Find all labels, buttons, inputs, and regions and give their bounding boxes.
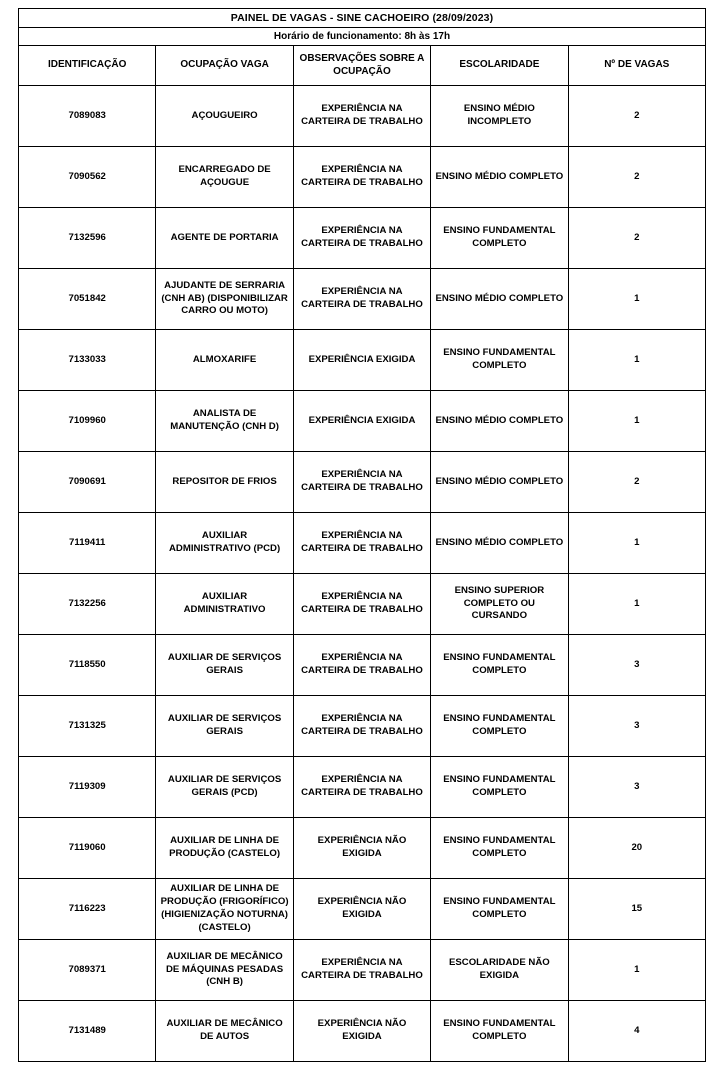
cell-vagas: 1 — [568, 391, 705, 452]
cell-vagas: 2 — [568, 147, 705, 208]
column-header-identificacao: IDENTIFICAÇÃO — [19, 46, 156, 86]
column-header-observacoes: OBSERVAÇÕES SOBRE A OCUPAÇÃO — [293, 46, 430, 86]
cell-observacoes: EXPERIÊNCIA NÃO EXIGIDA — [293, 1001, 430, 1062]
table-row — [19, 391, 706, 452]
cell-escolaridade: ESCOLARIDADE NÃO EXIGIDA — [431, 940, 568, 1001]
cell-ocupacao: AUXILIAR DE LINHA DE PRODUÇÃO (CASTELO) — [156, 818, 293, 879]
table-row — [19, 635, 706, 696]
cell-identificacao: 7131489 — [19, 1001, 156, 1062]
cell-ocupacao: AÇOUGUEIRO — [156, 86, 293, 147]
cell-identificacao: 7119060 — [19, 818, 156, 879]
cell-vagas: 20 — [568, 818, 705, 879]
cell-escolaridade: ENSINO MÉDIO COMPLETO — [431, 269, 568, 330]
cell-ocupacao: REPOSITOR DE FRIOS — [156, 452, 293, 513]
vacancies-table — [18, 8, 706, 1062]
cell-identificacao: 7119309 — [19, 757, 156, 818]
cell-ocupacao: AUXILIAR ADMINISTRATIVO — [156, 574, 293, 635]
cell-escolaridade: ENSINO FUNDAMENTAL COMPLETO — [431, 696, 568, 757]
table-row — [19, 452, 706, 513]
cell-escolaridade: ENSINO MÉDIO INCOMPLETO — [431, 86, 568, 147]
cell-identificacao: 7089083 — [19, 86, 156, 147]
table-row — [19, 757, 706, 818]
table-row — [19, 86, 706, 147]
cell-identificacao: 7118550 — [19, 635, 156, 696]
cell-ocupacao: ANALISTA DE MANUTENÇÃO (CNH D) — [156, 391, 293, 452]
cell-identificacao: 7132596 — [19, 208, 156, 269]
table-row — [19, 879, 706, 940]
cell-observacoes: EXPERIÊNCIA NA CARTEIRA DE TRABALHO — [293, 757, 430, 818]
cell-identificacao: 7109960 — [19, 391, 156, 452]
cell-identificacao: 7089371 — [19, 940, 156, 1001]
cell-ocupacao: AGENTE DE PORTARIA — [156, 208, 293, 269]
table-row — [19, 940, 706, 1001]
cell-vagas: 15 — [568, 879, 705, 940]
cell-ocupacao: ENCARREGADO DE AÇOUGUE — [156, 147, 293, 208]
cell-identificacao: 7051842 — [19, 269, 156, 330]
cell-escolaridade: ENSINO MÉDIO COMPLETO — [431, 452, 568, 513]
document-title: PAINEL DE VAGAS - SINE CACHOEIRO (28/09/2023) — [19, 9, 706, 28]
cell-identificacao: 7132256 — [19, 574, 156, 635]
cell-observacoes: EXPERIÊNCIA NA CARTEIRA DE TRABALHO — [293, 940, 430, 1001]
cell-ocupacao: AJUDANTE DE SERRARIA (CNH AB) (DISPONIBILIZAR CARRO OU MOTO) — [156, 269, 293, 330]
table-row — [19, 574, 706, 635]
cell-observacoes: EXPERIÊNCIA NA CARTEIRA DE TRABALHO — [293, 452, 430, 513]
cell-observacoes: EXPERIÊNCIA NA CARTEIRA DE TRABALHO — [293, 696, 430, 757]
cell-vagas: 1 — [568, 513, 705, 574]
cell-observacoes: EXPERIÊNCIA NA CARTEIRA DE TRABALHO — [293, 635, 430, 696]
column-header-ocupacao: OCUPAÇÃO VAGA — [156, 46, 293, 86]
cell-identificacao: 7119411 — [19, 513, 156, 574]
table-subtitle-row — [19, 28, 706, 46]
cell-identificacao: 7090562 — [19, 147, 156, 208]
cell-ocupacao: AUXILIAR ADMINISTRATIVO (PCD) — [156, 513, 293, 574]
table-row — [19, 147, 706, 208]
cell-escolaridade: ENSINO FUNDAMENTAL COMPLETO — [431, 330, 568, 391]
cell-observacoes: EXPERIÊNCIA NA CARTEIRA DE TRABALHO — [293, 208, 430, 269]
cell-observacoes: EXPERIÊNCIA NA CARTEIRA DE TRABALHO — [293, 269, 430, 330]
table-header-row — [19, 46, 706, 86]
document-subtitle: Horário de funcionamento: 8h às 17h — [19, 28, 706, 46]
cell-vagas: 1 — [568, 269, 705, 330]
cell-observacoes: EXPERIÊNCIA NA CARTEIRA DE TRABALHO — [293, 574, 430, 635]
cell-escolaridade: ENSINO SUPERIOR COMPLETO OU CURSANDO — [431, 574, 568, 635]
cell-vagas: 3 — [568, 635, 705, 696]
cell-escolaridade: ENSINO FUNDAMENTAL COMPLETO — [431, 818, 568, 879]
cell-escolaridade: ENSINO FUNDAMENTAL COMPLETO — [431, 757, 568, 818]
cell-identificacao: 7131325 — [19, 696, 156, 757]
cell-identificacao: 7090691 — [19, 452, 156, 513]
cell-ocupacao: AUXILIAR DE MECÂNICO DE AUTOS — [156, 1001, 293, 1062]
table-row — [19, 818, 706, 879]
cell-identificacao: 7133033 — [19, 330, 156, 391]
cell-identificacao: 7116223 — [19, 879, 156, 940]
table-body — [19, 86, 706, 1062]
cell-vagas: 3 — [568, 757, 705, 818]
cell-ocupacao: AUXILIAR DE SERVIÇOS GERAIS (PCD) — [156, 757, 293, 818]
table-title-row — [19, 9, 706, 28]
cell-observacoes: EXPERIÊNCIA NÃO EXIGIDA — [293, 879, 430, 940]
cell-observacoes: EXPERIÊNCIA NA CARTEIRA DE TRABALHO — [293, 147, 430, 208]
cell-vagas: 1 — [568, 574, 705, 635]
cell-observacoes: EXPERIÊNCIA EXIGIDA — [293, 330, 430, 391]
cell-escolaridade: ENSINO FUNDAMENTAL COMPLETO — [431, 879, 568, 940]
cell-escolaridade: ENSINO FUNDAMENTAL COMPLETO — [431, 208, 568, 269]
table-row — [19, 208, 706, 269]
cell-vagas: 2 — [568, 86, 705, 147]
column-header-numero-vagas: Nº DE VAGAS — [568, 46, 705, 86]
cell-vagas: 1 — [568, 330, 705, 391]
cell-vagas: 1 — [568, 940, 705, 1001]
table-row — [19, 696, 706, 757]
table-row — [19, 269, 706, 330]
table-row — [19, 513, 706, 574]
cell-escolaridade: ENSINO FUNDAMENTAL COMPLETO — [431, 635, 568, 696]
cell-vagas: 2 — [568, 208, 705, 269]
cell-escolaridade: ENSINO MÉDIO COMPLETO — [431, 147, 568, 208]
table-row — [19, 1001, 706, 1062]
cell-observacoes: EXPERIÊNCIA NÃO EXIGIDA — [293, 818, 430, 879]
cell-escolaridade: ENSINO FUNDAMENTAL COMPLETO — [431, 1001, 568, 1062]
table-row — [19, 330, 706, 391]
column-header-escolaridade: ESCOLARIDADE — [431, 46, 568, 86]
cell-ocupacao: AUXILIAR DE SERVIÇOS GERAIS — [156, 696, 293, 757]
cell-ocupacao: AUXILIAR DE SERVIÇOS GERAIS — [156, 635, 293, 696]
cell-vagas: 3 — [568, 696, 705, 757]
cell-escolaridade: ENSINO MÉDIO COMPLETO — [431, 513, 568, 574]
cell-vagas: 4 — [568, 1001, 705, 1062]
cell-observacoes: EXPERIÊNCIA EXIGIDA — [293, 391, 430, 452]
cell-ocupacao: AUXILIAR DE LINHA DE PRODUÇÃO (FRIGORÍFICO) (HIGIENIZAÇÃO NOTURNA) (CASTELO) — [156, 879, 293, 940]
cell-vagas: 2 — [568, 452, 705, 513]
cell-observacoes: EXPERIÊNCIA NA CARTEIRA DE TRABALHO — [293, 513, 430, 574]
cell-observacoes: EXPERIÊNCIA NA CARTEIRA DE TRABALHO — [293, 86, 430, 147]
cell-ocupacao: AUXILIAR DE MECÂNICO DE MÁQUINAS PESADAS (CNH B) — [156, 940, 293, 1001]
cell-ocupacao: ALMOXARIFE — [156, 330, 293, 391]
cell-escolaridade: ENSINO MÉDIO COMPLETO — [431, 391, 568, 452]
